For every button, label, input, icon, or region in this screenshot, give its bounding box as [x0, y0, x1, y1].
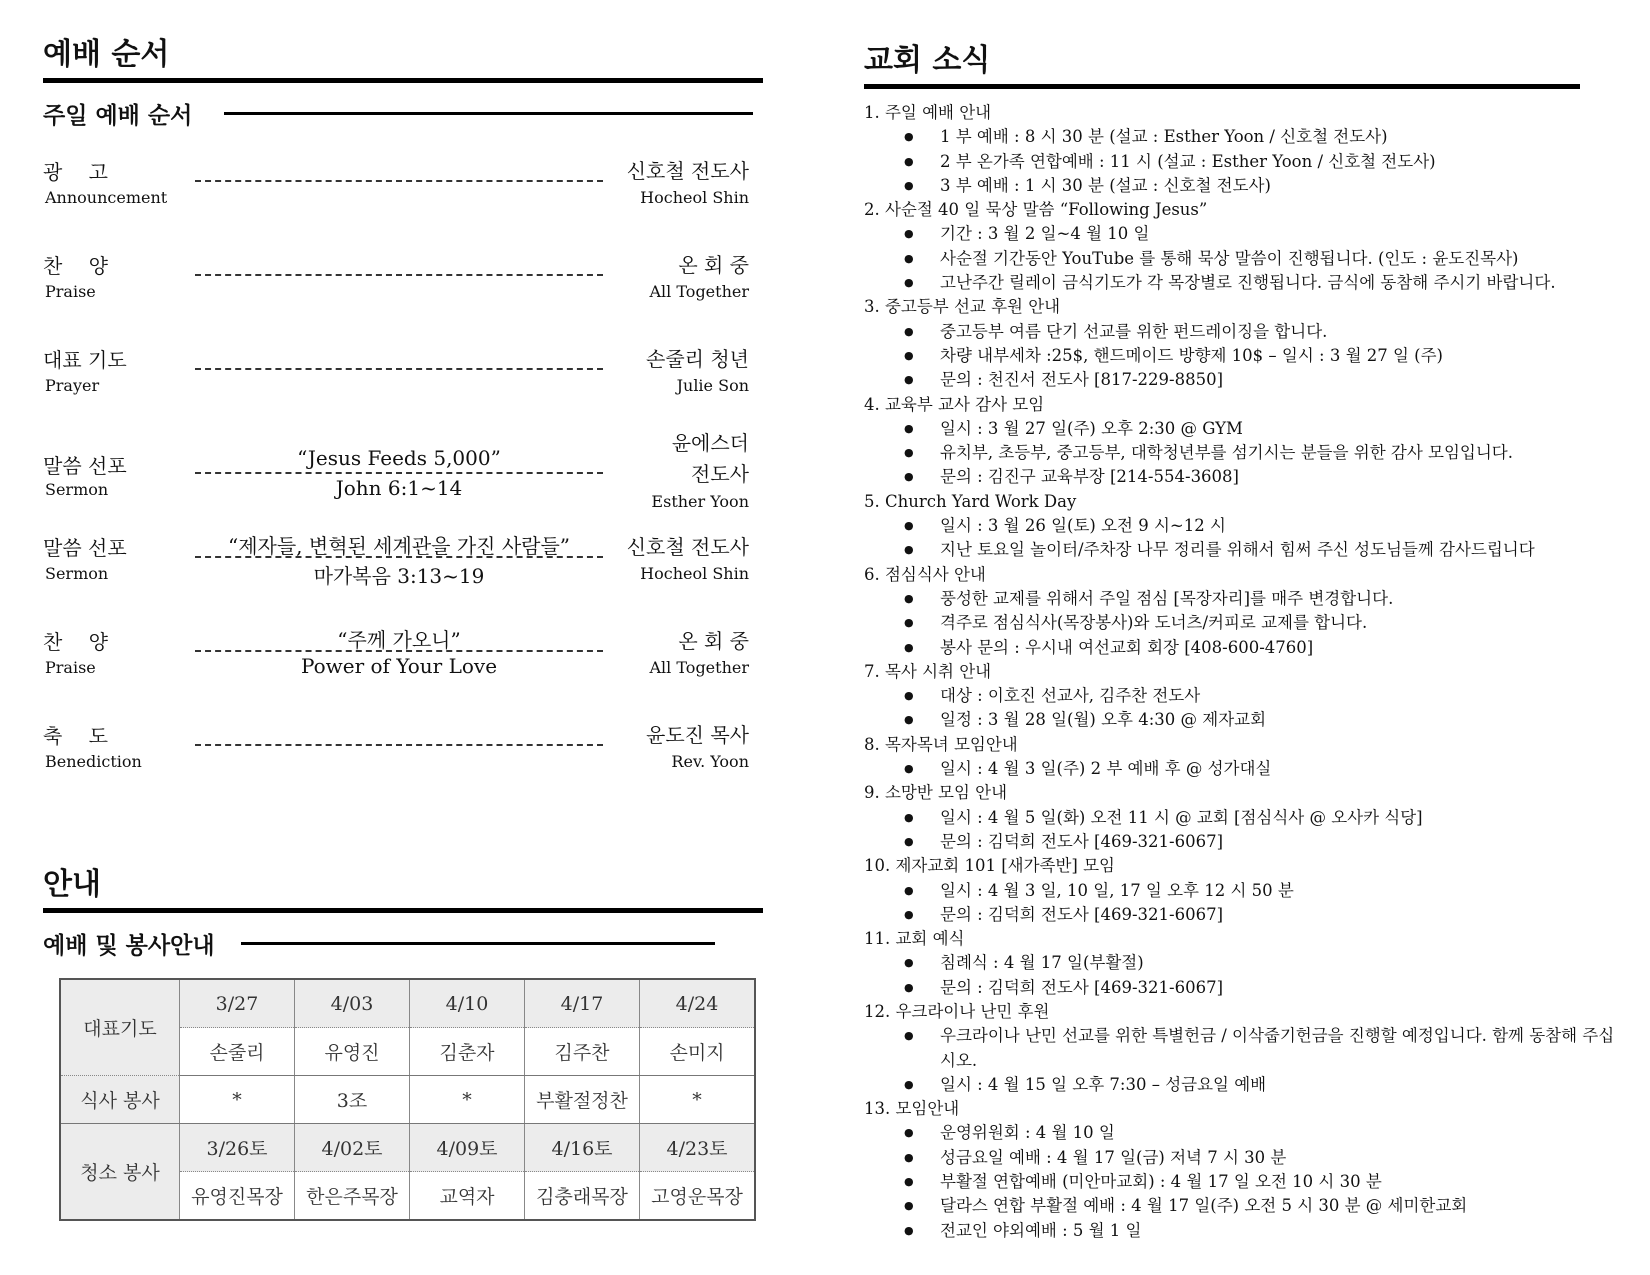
news-bullet-item: ● 문의 : 김진구 교육부장 [214-554-3608] [864, 465, 1624, 489]
meal-label: 식사 봉사 [60, 1076, 180, 1124]
service-subtitle: 예배 및 봉사안내 [43, 933, 215, 959]
news-section-heading: 11. 교회 예식 [864, 929, 965, 949]
order-item-en: Praise [45, 282, 96, 301]
meal-value: * [640, 1076, 756, 1124]
order-leader-line2: 전도사 [691, 462, 749, 486]
order-item-en: Sermon [45, 480, 109, 499]
news-section-heading: 3. 중고등부 선교 후원 안내 [864, 297, 1061, 317]
dotted-leader-line [195, 472, 603, 474]
news-bullet-item: ● 일시 : 3 월 26 일(토) 오전 9 시~12 시 [864, 514, 1624, 538]
news-bullet-item: ● 사순절 기간동안 YouTube 를 통해 묵상 말씀이 진행됩니다. (인도 : 윤도진목사) [864, 247, 1624, 271]
news-bullet-item: ● 일정 : 3 월 28 일(월) 오후 4:30 @ 제자교회 [864, 708, 1624, 732]
clean-name: 김충래목장 [525, 1172, 640, 1221]
church-news-title: 교회 소식 [864, 43, 991, 78]
sermon-title: “제자들, 변혁된 세계관을 가진 사람들” [227, 534, 571, 558]
meal-value: 3조 [295, 1076, 410, 1124]
news-bullet-item: ● 문의 : 김덕희 전도사 [469-321-6067] [864, 830, 1624, 854]
news-bullet-item: ● 유치부, 초등부, 중고등부, 대학청년부를 섬기시는 분들을 위한 감사 모임입니다. [864, 441, 1624, 465]
order-leader: 윤에스더 [671, 431, 749, 455]
prayer-name: 유영진 [295, 1028, 410, 1076]
news-bullet-item: ● 대상 : 이호진 선교사, 김주찬 전도사 [864, 684, 1624, 708]
prayer-name: 김주찬 [525, 1028, 640, 1076]
subtitle-rule [241, 942, 715, 945]
order-leader-en: Esther Yoon [651, 492, 749, 511]
order-row-praise-2 [43, 624, 763, 718]
order-row-sermon-1 [43, 431, 763, 530]
order-item-en: Praise [45, 658, 96, 677]
order-leader: 신호철 전도사 [626, 535, 749, 559]
news-section-heading: 13. 모임안내 [864, 1099, 960, 1119]
prayer-date: 4/24 [640, 979, 756, 1028]
news-bullet-item: ● 부활절 연합예배 (미안마교회) : 4 월 17 일 오전 10 시 30 분 [864, 1170, 1624, 1194]
news-bullet-item: ● 우크라이나 난민 선교를 위한 특별헌금 / 이삭줍기헌금을 진행할 예정입니다. 함께 동참해 주십시오. [864, 1024, 1624, 1073]
news-bullet-item: ● 문의 : 김덕희 전도사 [469-321-6067] [864, 903, 1624, 927]
news-bullet-item: ● 1 부 예배 : 8 시 30 분 (설교 : Esther Yoon / 신호철 전도사) [864, 125, 1624, 149]
dotted-leader-line [195, 556, 603, 558]
news-bullet-item: ● 3 부 예배 : 1 시 30 분 (설교 : 신호철 전도사) [864, 174, 1624, 198]
order-leader: 온 회 중 [678, 629, 749, 653]
order-leader-en: Hocheol Shin [640, 564, 749, 583]
news-section-heading: 2. 사순절 40 일 묵상 말씀 “Following Jesus” [864, 200, 1208, 220]
clean-date: 4/02토 [295, 1124, 410, 1172]
news-bullet-item: ● 문의 : 김덕희 전도사 [469-321-6067] [864, 976, 1624, 1000]
news-section-heading: 4. 교육부 교사 감사 모임 [864, 394, 1045, 414]
order-leader: 온 회 중 [678, 253, 749, 277]
sunday-order-subtitle: 주일 예배 순서 [43, 103, 193, 129]
subtitle-row [43, 97, 763, 130]
prayer-label: 대표기도 [60, 979, 180, 1076]
news-bullet-item: ● 일시 : 4 월 15 일 오후 7:30 – 성금요일 예배 [864, 1073, 1624, 1097]
meal-value: * [180, 1076, 295, 1124]
title-rule [864, 84, 1580, 89]
table-row [60, 1076, 755, 1124]
dotted-leader-line [195, 180, 603, 182]
dotted-leader-line [195, 650, 603, 652]
order-item-ko: 찬 양 [43, 630, 118, 654]
worship-order-title: 예배 순서 [43, 37, 170, 72]
news-bullet-item: ● 전교인 야외예배 : 5 월 1 일 [864, 1219, 1624, 1243]
order-row-praise [43, 248, 763, 342]
clean-name: 한은주목장 [295, 1172, 410, 1221]
news-bullet-item: ● 고난주간 릴레이 금식기도가 각 목장별로 진행됩니다. 금식에 동참해 주시기 바랍니다. [864, 271, 1624, 295]
prayer-date: 4/03 [295, 979, 410, 1028]
news-bullet-item: ● 풍성한 교제를 위해서 주일 점심 [목장자리]를 매주 변경합니다. [864, 587, 1624, 611]
table-row [60, 979, 755, 1028]
news-bullet-item: ● 봉사 문의 : 우시내 여선교회 회장 [408-600-4760] [864, 636, 1624, 660]
dotted-leader-line [195, 744, 603, 746]
clean-name: 교역자 [410, 1172, 525, 1221]
order-row-prayer [43, 342, 763, 436]
news-bullet-item: ● 문의 : 천진서 전도사 [817-229-8850] [864, 368, 1624, 392]
news-bullet-item: ● 2 부 온가족 연합예배 : 11 시 (설교 : Esther Yoon / 신호철 전도사) [864, 150, 1624, 174]
news-bullet-item: ● 달라스 연합 부활절 예배 : 4 월 17 일(주) 오전 5 시 30 분 @ 세미한교회 [864, 1194, 1624, 1218]
order-leader-en: Hocheol Shin [640, 188, 749, 207]
order-item-ko: 대표 기도 [43, 348, 127, 372]
subtitle-rule [224, 112, 753, 115]
order-item-ko: 말씀 선포 [43, 454, 127, 478]
prayer-name: 손줄리 [180, 1028, 295, 1076]
table-row [60, 1124, 755, 1172]
news-bullet-item: ● 중고등부 여름 단기 선교를 위한 펀드레이징을 합니다. [864, 320, 1624, 344]
order-row-sermon-2 [43, 530, 763, 624]
order-item-ko: 찬 양 [43, 254, 118, 278]
order-row-benediction [43, 718, 763, 812]
news-bullet-item: ● 차량 내부세차 :25$, 핸드메이드 방향제 10$ – 일시 : 3 월 27 일 (주) [864, 344, 1624, 368]
prayer-date: 3/27 [180, 979, 295, 1028]
order-leader: 신호철 전도사 [626, 159, 749, 183]
news-bullet-item: ● 격주로 점심식사(목장봉사)와 도너츠/커피로 교제를 합니다. [864, 611, 1624, 635]
clean-label: 청소 봉사 [60, 1124, 180, 1221]
news-bullet-item: ● 일시 : 4 월 5 일(화) 오전 11 시 @ 교회 [점심식사 @ 오사카 식당] [864, 806, 1624, 830]
order-leader-en: Rev. Yoon [671, 752, 749, 771]
news-bullet-item: ● 일시 : 4 월 3 일, 10 일, 17 일 오후 12 시 50 분 [864, 879, 1624, 903]
sermon-title: “Jesus Feeds 5,000” [297, 446, 501, 470]
news-section-heading: 8. 목자목녀 모임안내 [864, 734, 1018, 754]
news-bullet-item: ● 침례식 : 4 월 17 일(부활절) [864, 951, 1624, 975]
subtitle-row [43, 927, 763, 960]
clean-name: 고영운목장 [640, 1172, 756, 1221]
news-section-heading: 12. 우크라이나 난민 후원 [864, 1001, 1050, 1021]
order-leader-en: All Together [649, 282, 749, 301]
news-bullet-item: ● 일시 : 4 월 3 일(주) 2 부 예배 후 @ 성가대실 [864, 757, 1624, 781]
prayer-date: 4/17 [525, 979, 640, 1028]
order-leader-en: Julie Son [676, 376, 749, 395]
order-leader-en: All Together [649, 658, 749, 677]
order-item-en: Benediction [45, 752, 142, 771]
news-section-heading: 10. 제자교회 101 [새가족반] 모임 [864, 856, 1115, 876]
order-row-announcement [43, 154, 763, 248]
song-title: “주께 가오니” [337, 628, 461, 652]
title-rule [43, 908, 763, 913]
prayer-name: 김춘자 [410, 1028, 525, 1076]
dotted-leader-line [195, 274, 603, 276]
news-bullet-item: ● 일시 : 3 월 27 일(주) 오후 2:30 @ GYM [864, 417, 1624, 441]
order-item-ko: 말씀 선포 [43, 536, 127, 560]
meal-value: * [410, 1076, 525, 1124]
order-item-en: Sermon [45, 564, 109, 583]
news-bullet-item: ● 운영위원회 : 4 월 10 일 [864, 1121, 1624, 1145]
notice-section [43, 867, 763, 960]
order-leader: 윤도진 목사 [646, 723, 749, 747]
service-schedule-table [59, 978, 756, 1221]
clean-date: 4/16토 [525, 1124, 640, 1172]
worship-order-section [43, 37, 763, 812]
order-list [43, 154, 763, 812]
clean-date: 4/09토 [410, 1124, 525, 1172]
order-item-ko: 축 도 [43, 724, 118, 748]
clean-date: 4/23토 [640, 1124, 756, 1172]
news-bullet-item: ● 지난 토요일 놀이터/주차장 나무 정리를 위해서 힘써 주신 성도님들께 감사드립니다 [864, 538, 1624, 562]
news-bullet-item: ● 기간 : 3 월 2 일~4 월 10 일 [864, 222, 1624, 246]
news-bullet-item: ● 성금요일 예배 : 4 월 17 일(금) 저녁 7 시 30 분 [864, 1146, 1624, 1170]
news-section-heading: 1. 주일 예배 안내 [864, 103, 992, 122]
order-item-en: Announcement [45, 188, 168, 207]
news-section-heading: 7. 목사 시취 안내 [864, 661, 992, 681]
notice-title: 안내 [43, 867, 101, 902]
order-item-en: Prayer [45, 376, 100, 395]
order-item-ko: 광 고 [43, 160, 118, 184]
sermon-scripture: John 6:1~14 [335, 476, 463, 500]
church-news-header [864, 43, 1584, 89]
order-leader: 손줄리 청년 [646, 347, 749, 371]
news-section-heading: 9. 소망반 모임 안내 [864, 783, 1008, 803]
church-news-list [864, 101, 1624, 1243]
clean-name: 유영진목장 [180, 1172, 295, 1221]
song-title-en: Power of Your Love [300, 654, 498, 678]
title-rule [43, 78, 763, 83]
sermon-scripture: 마가복음 3:13~19 [313, 564, 485, 588]
prayer-date: 4/10 [410, 979, 525, 1028]
news-section-heading: 5. Church Yard Work Day [864, 491, 1077, 511]
clean-date: 3/26토 [180, 1124, 295, 1172]
prayer-name: 손미지 [640, 1028, 756, 1076]
dotted-leader-line [195, 368, 603, 370]
news-section-heading: 6. 점심식사 안내 [864, 564, 986, 584]
meal-value: 부활절정찬 [525, 1076, 640, 1124]
